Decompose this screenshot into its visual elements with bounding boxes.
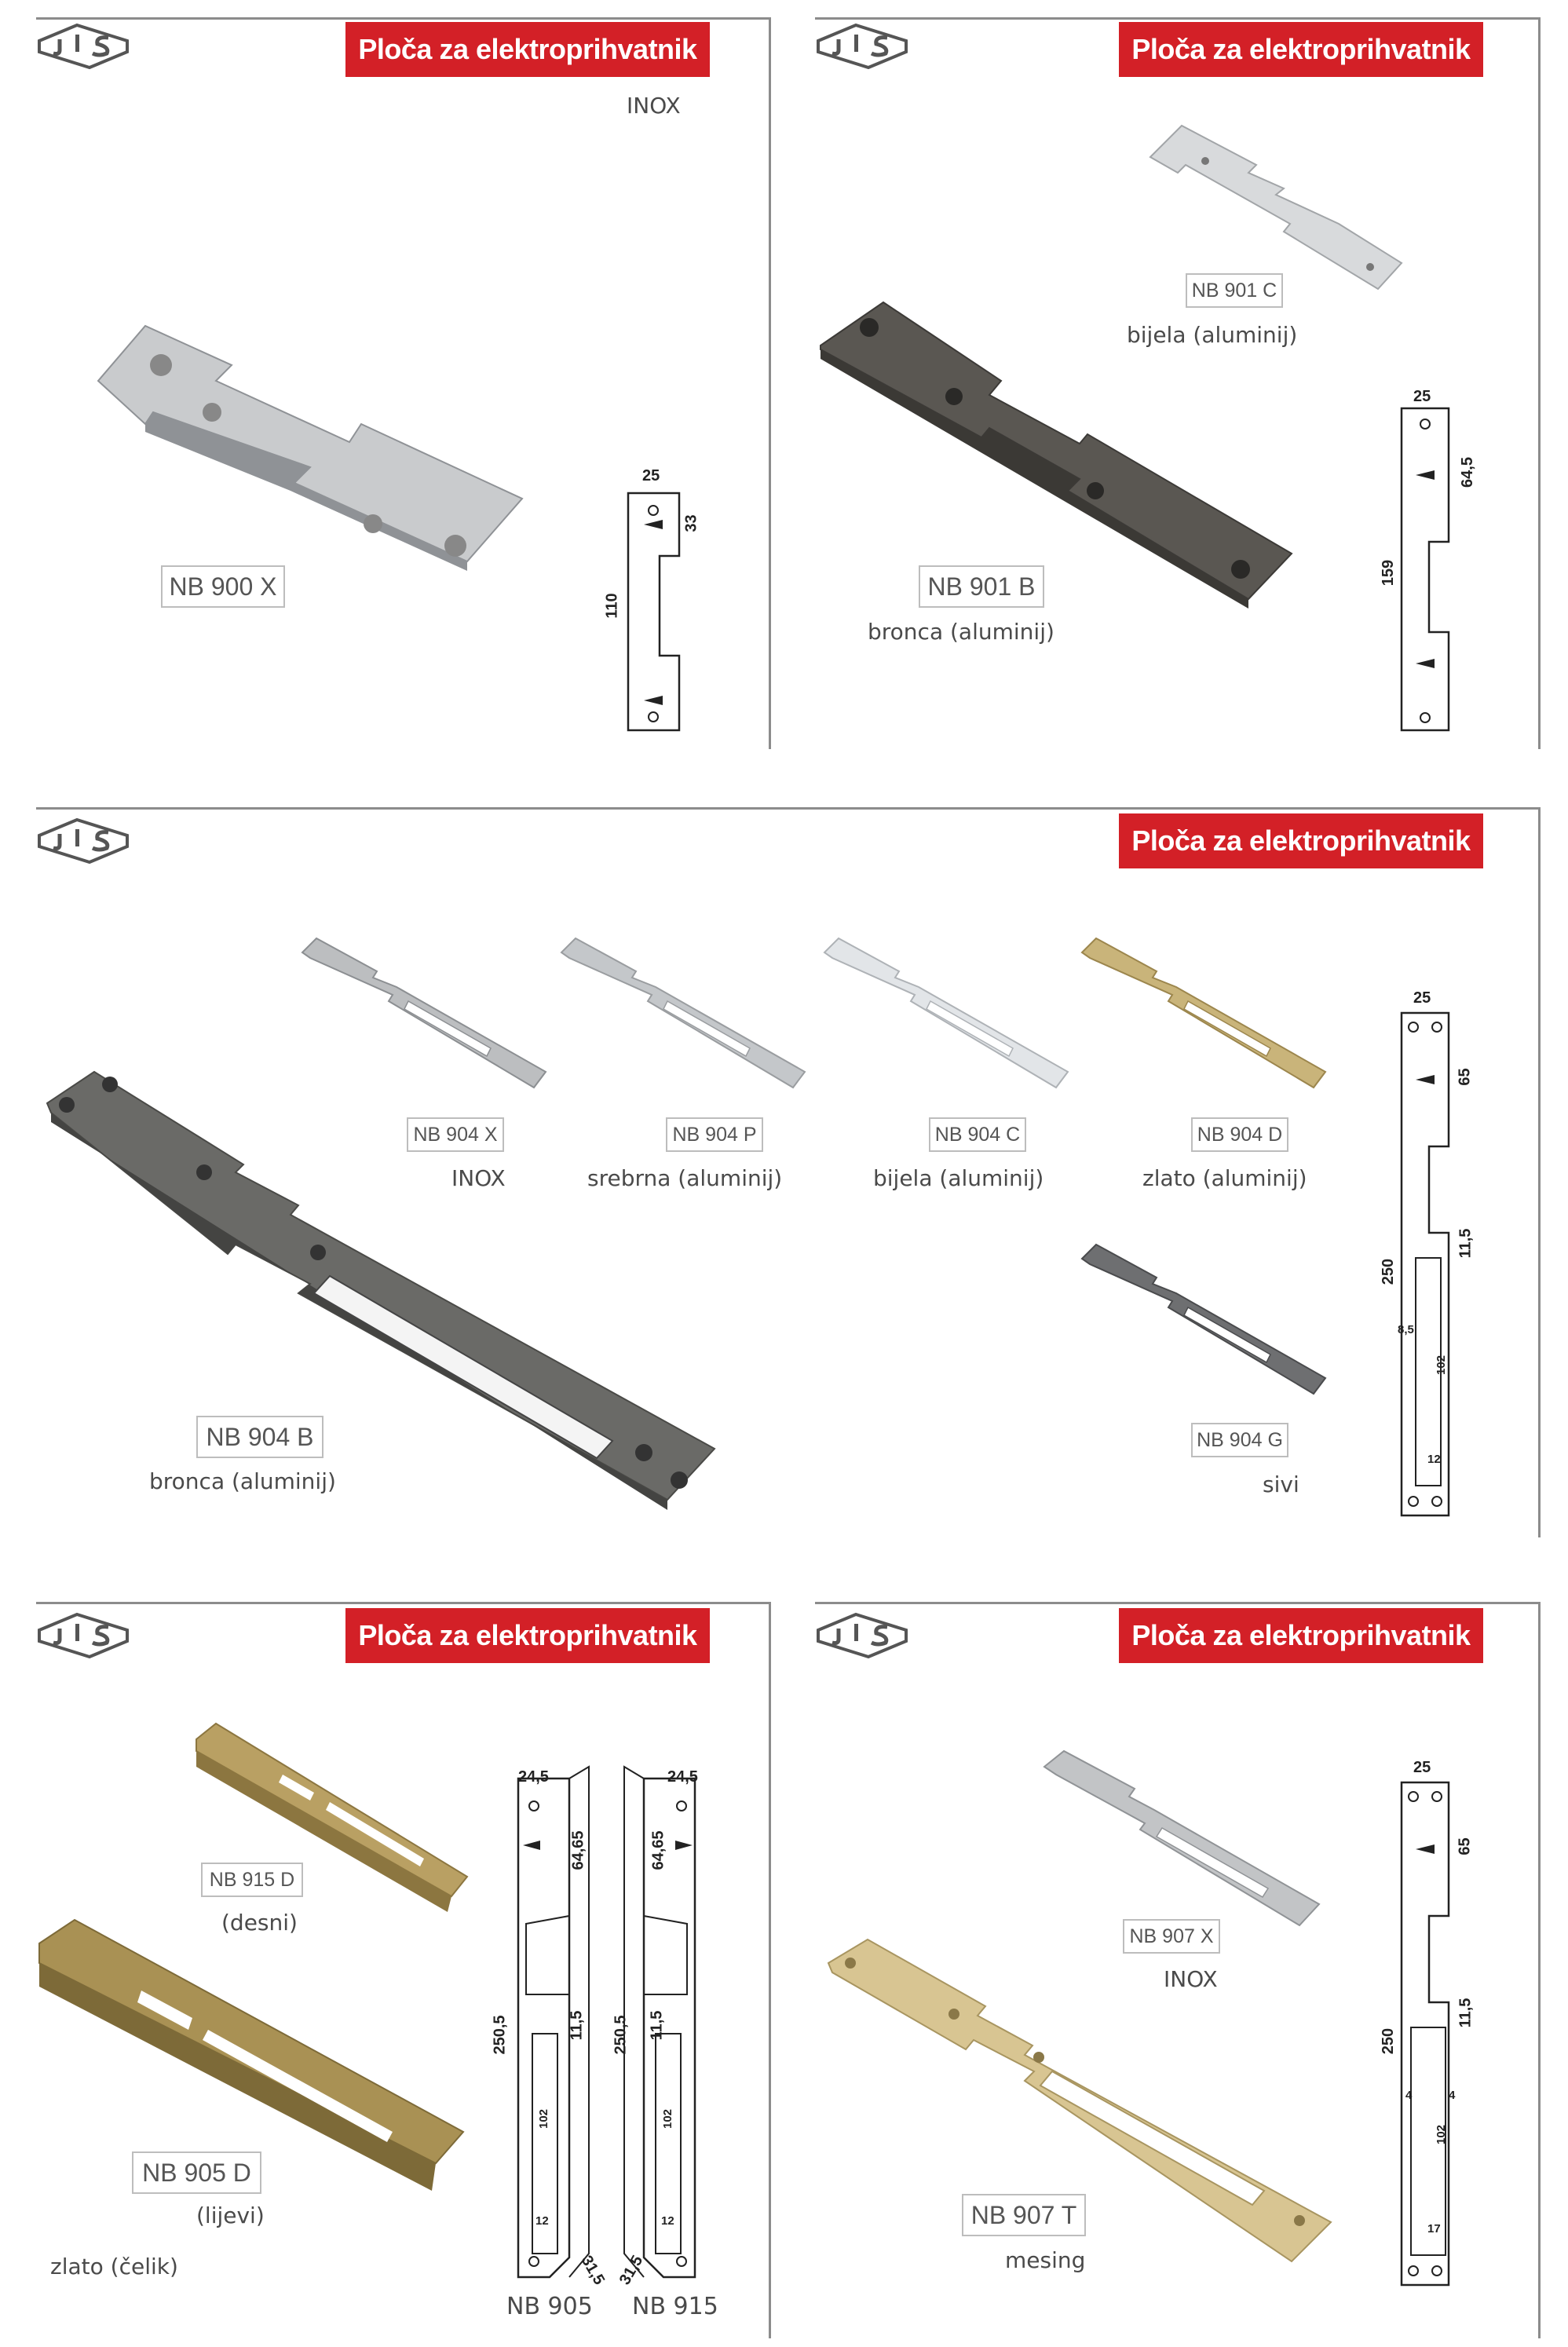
dim-mid-905: 11,5: [568, 2010, 586, 2041]
dim-width: 25: [1413, 388, 1431, 405]
panel-banner: Ploča za elektroprihvatnik: [1119, 1608, 1483, 1663]
caption-c: bijela (aluminij): [873, 1165, 1044, 1191]
dim-width: 25: [1413, 1759, 1431, 1776]
panel-banner: Ploča za elektroprihvatnik: [1119, 813, 1483, 868]
label-905: NB 905: [506, 2293, 593, 2320]
dim-angle-905: 31,5: [577, 2252, 609, 2288]
product-code-g: NB 904 G: [1191, 1423, 1288, 1457]
dim-slot-bottom: 17: [1427, 2222, 1441, 2235]
dim-top: 33: [682, 514, 700, 532]
product-code: NB 900 X: [161, 565, 285, 608]
dim-slot-side-left: 4: [1405, 2089, 1413, 2102]
product-code-c: NB 904 C: [929, 1117, 1026, 1152]
strike-plate-image-small: [1150, 126, 1402, 291]
jis-logo-icon: [36, 817, 130, 865]
dim-width: 25: [1413, 989, 1431, 1007]
frame-right: [769, 1602, 771, 2338]
frame-right: [1538, 17, 1541, 749]
caption-x: INOX: [451, 1165, 506, 1191]
frame-right: [1538, 807, 1541, 1537]
strike-plate-image-x: [1044, 1751, 1319, 1932]
technical-drawing-pair: [495, 1775, 722, 2285]
dim-length-915: 250,5: [612, 2015, 630, 2055]
frame-top: [36, 1602, 771, 1604]
dim-length-905: 250,5: [491, 2015, 509, 2055]
panel-banner: Ploča za elektroprihvatnik: [1119, 22, 1483, 77]
caption-b: bronca (aluminij): [149, 1468, 336, 1494]
frame-top: [815, 17, 1541, 20]
dim-width-915: 24,5: [667, 1768, 698, 1786]
caption-d: zlato (aluminij): [1142, 1165, 1307, 1191]
dim-slot-915: 102: [661, 2108, 675, 2129]
caption-g: sivi: [1263, 1471, 1299, 1497]
caption-905: (lijevi): [196, 2203, 265, 2228]
caption-t: mesing: [1005, 2247, 1086, 2273]
frame-top: [36, 807, 1541, 810]
dim-top-905: 64,65: [569, 1830, 587, 1870]
caption-915: (desni): [221, 1910, 298, 1936]
dim-slot-905: 102: [537, 2108, 551, 2129]
dim-slot-length: 102: [1435, 2124, 1449, 2145]
dim-angle-915: 31,5: [616, 2252, 647, 2288]
product-code-915: NB 915 D: [201, 1863, 303, 1897]
dim-width-905: 24,5: [518, 1768, 549, 1786]
panel-banner: Ploča za elektroprihvatnik: [345, 22, 710, 77]
dim-top: 64,5: [1458, 457, 1476, 488]
caption-c: bijela (aluminij): [1127, 322, 1298, 348]
jis-logo-icon: [815, 1611, 909, 1660]
dim-width: 25: [642, 467, 660, 484]
dim-slot-bottom-905: 12: [535, 2214, 549, 2228]
dim-mid: 11,5: [1457, 1998, 1475, 2028]
frame-top: [815, 1602, 1541, 1604]
product-code-x: NB 904 X: [407, 1117, 504, 1152]
strike-plate-image: [98, 326, 522, 585]
technical-drawing: [620, 471, 699, 738]
dim-slot-side-right: 4: [1449, 2089, 1456, 2102]
panel-banner: Ploča za elektroprihvatnik: [345, 1608, 710, 1663]
dim-top: 65: [1456, 1068, 1474, 1086]
material-label: INOX: [627, 93, 681, 119]
strike-plate-variant-d: [1082, 938, 1325, 1095]
dim-length: 250: [1380, 2027, 1398, 2055]
technical-drawing: [1394, 393, 1472, 738]
caption-b: bronca (aluminij): [868, 619, 1054, 645]
product-code-d: NB 904 D: [1191, 1117, 1288, 1152]
dim-slot-bottom: 12: [1427, 1453, 1441, 1466]
jis-logo-icon: [36, 1611, 130, 1660]
frame-top: [36, 17, 771, 20]
dim-mid-915: 11,5: [648, 2010, 666, 2041]
product-code-b: NB 904 B: [196, 1416, 323, 1458]
jis-logo-icon: [36, 22, 130, 71]
dim-length: 159: [1380, 559, 1398, 587]
jis-logo-icon: [815, 22, 909, 71]
strike-plate-variant-c: [824, 938, 1068, 1095]
product-code-t: NB 907 T: [962, 2194, 1086, 2236]
label-915: NB 915: [632, 2293, 718, 2320]
strike-plate-image: [821, 302, 1292, 601]
product-code-905: NB 905 D: [132, 2151, 261, 2194]
product-code-p: NB 904 P: [666, 1117, 763, 1152]
product-code-x: NB 907 X: [1123, 1919, 1220, 1954]
dim-slot-width: 8,5: [1398, 1323, 1414, 1336]
frame-right: [769, 17, 771, 749]
strike-plate-image: [47, 1072, 715, 1512]
dim-top-915: 64,65: [649, 1830, 667, 1870]
caption-x: INOX: [1164, 1966, 1218, 1992]
strike-plate-variant-g: [1082, 1245, 1325, 1402]
dim-length: 250: [1380, 1258, 1398, 1285]
frame-right: [1538, 1602, 1541, 2338]
dim-length: 110: [603, 593, 621, 619]
material-caption: zlato (čelik): [50, 2254, 178, 2279]
dim-mid: 11,5: [1457, 1228, 1475, 1259]
caption-p: srebrna (aluminij): [587, 1165, 783, 1191]
product-code-b: NB 901 B: [919, 565, 1044, 608]
dim-top: 65: [1456, 1837, 1474, 1855]
dim-slot-length: 102: [1435, 1354, 1449, 1376]
dim-slot-bottom-915: 12: [661, 2214, 674, 2228]
product-code-c: NB 901 C: [1186, 273, 1283, 308]
